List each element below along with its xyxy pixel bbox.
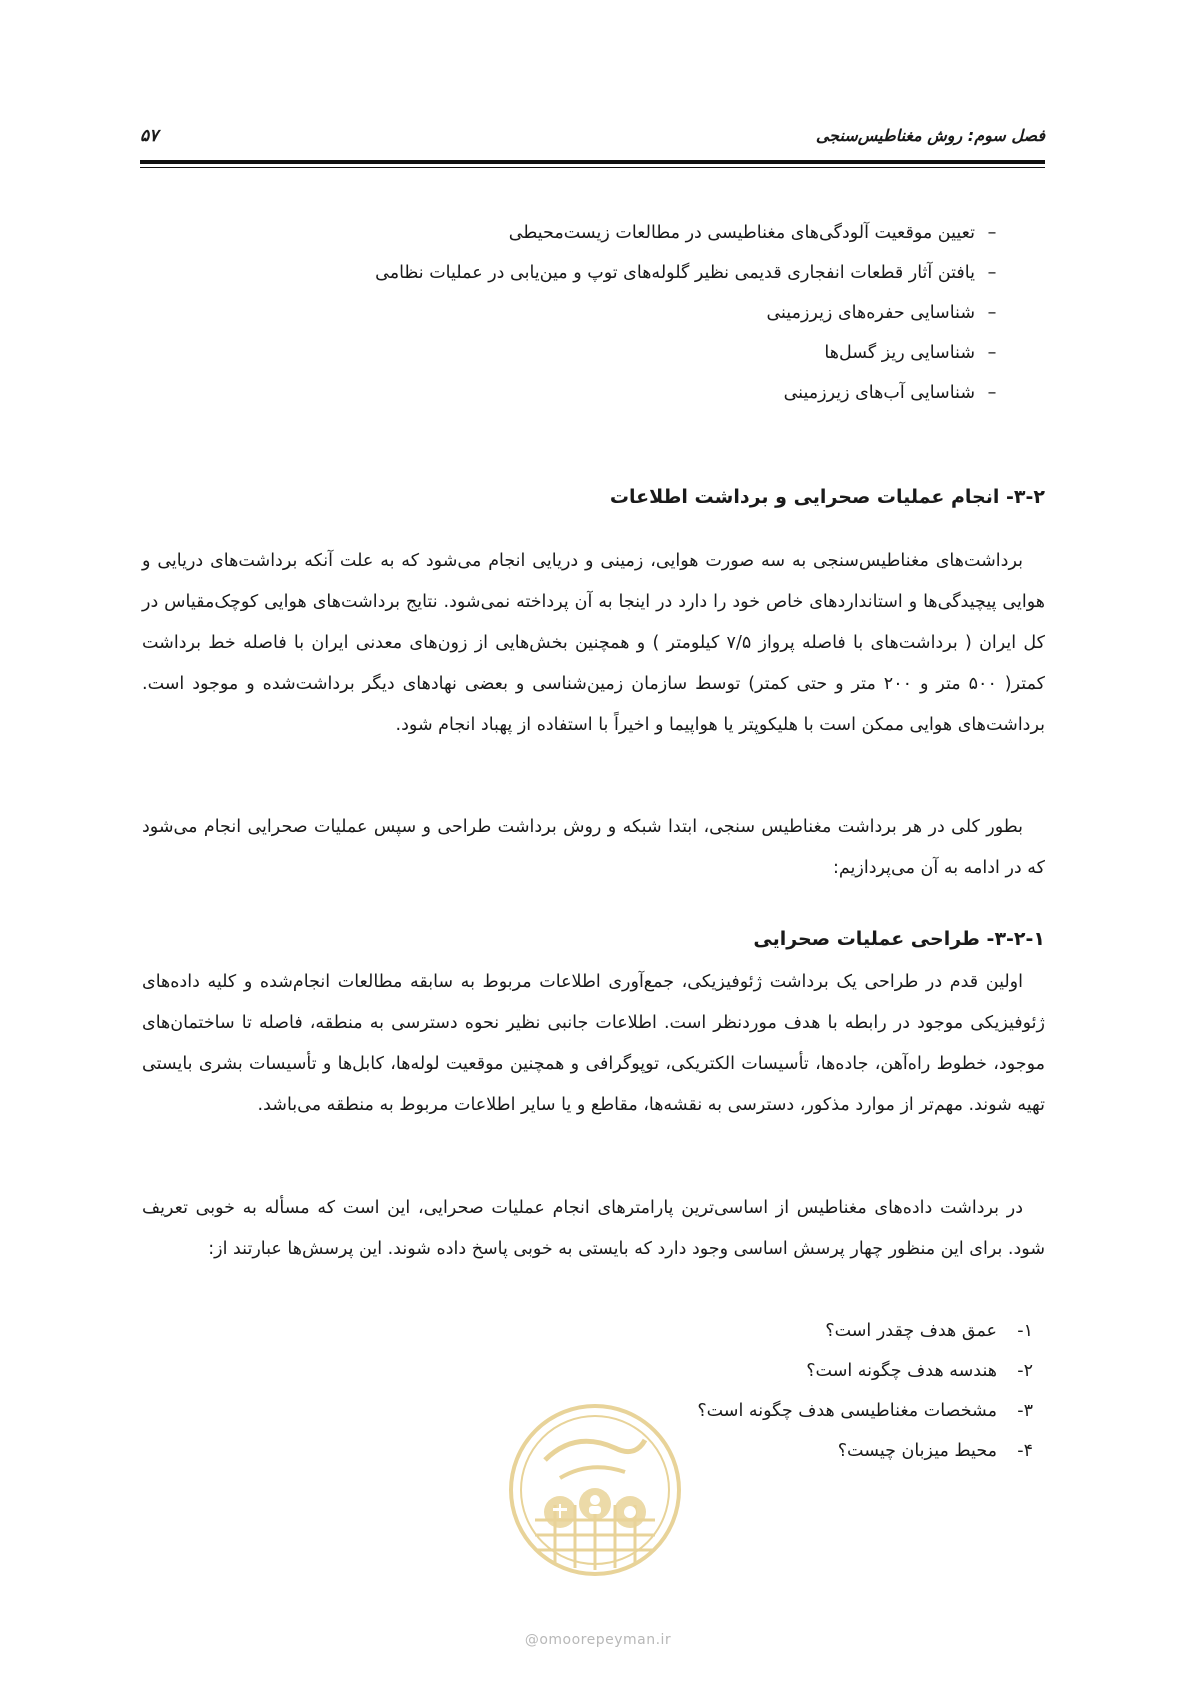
question-number: ۳- bbox=[1017, 1401, 1033, 1421]
section-paragraph: برداشت‌های مغناطیس‌سنجی به سه صورت هوایی، زمینی و دریایی انجام می‌شود که به علت آنکه برداشت‌های دریایی و هوایی پیچیدگی‌ها و استانداردهای خاص خود را دارد در اینجا به آن پرداخته نمی‌شود. نتایج برداشت‌های هوایی کوچک‌مقیاس در کل ایران ( برداشت‌های با فاصله پرواز ۷/۵ کیلومتر ) و همچنین بخش‌هایی از زون‌های معدنی ایران با فاصله خط برداشت کمتر( ۵۰۰ متر و ۲۰۰ متر و حتی کمتر) توسط سازمان زمین‌شناسی و بعضی نهادهای دیگر برداشت‌شده و موجود است. برداشت‌های هوایی ممکن است با هلیکوپتر یا هواپیما و اخیراً با استفاده از پهباد انجام شود. bbox=[142, 551, 1046, 735]
watermark-logo-icon bbox=[505, 1400, 685, 1580]
running-header bbox=[140, 126, 1045, 156]
question-text: محیط میزبان چیست؟ bbox=[837, 1441, 997, 1461]
watermark-site-text: @omoorepeyman.ir bbox=[524, 1632, 672, 1648]
dash-marker: – bbox=[987, 303, 997, 323]
section-paragraph: بطور کلی در هر برداشت مغناطیس سنجی، ابتدا شبکه و روش برداشت طراحی و سپس عملیات صحرایی انجام می‌شود که در ادامه به آن می‌پردازیم: bbox=[142, 817, 1045, 878]
dash-marker: – bbox=[987, 263, 997, 283]
dash-marker: – bbox=[987, 343, 997, 363]
list-item bbox=[249, 258, 1009, 298]
question-text: هندسه هدف چگونه است؟ bbox=[806, 1361, 997, 1381]
subsection-heading: ۳-۲-۱- طراحی عملیات صحرایی bbox=[753, 928, 1045, 950]
list-item-text: یافتن آثار قطعات انفجاری قدیمی نظیر گلوله‌های توپ و مین‌یابی در عملیات نظامی bbox=[375, 263, 975, 283]
list-item-text: شناسایی آب‌های زیرزمینی bbox=[783, 383, 975, 403]
subsection-paragraph: در برداشت داده‌های مغناطیس از اساسی‌ترین پارامترهای انجام عملیات صحرایی، این است که مسأله به خوبی تعریف شود. برای این منظور چهار پرسش اساسی وجود دارد که بایستی به خوبی پاسخ داده شوند. این پرسش‌ها عبارتند از: bbox=[142, 1198, 1045, 1259]
dash-marker: – bbox=[987, 223, 997, 243]
subsection-paragraph: اولین قدم در طراحی یک برداشت ژئوفیزیکی، جمع‌آوری اطلاعات مربوط به سابقه مطالعات انجام‌شده و کلیه داده‌های ژئوفیزیکی موجود در رابطه با هدف موردنظر است. اطلاعات جانبی نظیر نحوه دسترسی به منطقه، فاصله تا ساختمان‌های موجود، خطوط راه‌آهن، جاده‌ها، تأسیسات الکتریکی، توپوگرافی و همچنین موقعیت لوله‌ها، کابل‌ها و تأسیسات بشری بایستی تهیه شوند. مهم‌تر از موارد مذکور، دسترسی به نقشه‌ها، مقاطع و یا سایر اطلاعات مربوط به منطقه می‌باشد. bbox=[142, 972, 1045, 1115]
question-item bbox=[533, 1316, 1033, 1356]
question-number: ۴- bbox=[1017, 1441, 1033, 1461]
question-number: ۱- bbox=[1017, 1321, 1033, 1341]
header-rule-thick bbox=[140, 160, 1045, 164]
question-item bbox=[533, 1356, 1033, 1396]
list-item-text: شناسایی حفره‌های زیرزمینی bbox=[766, 303, 975, 323]
dash-marker: – bbox=[987, 383, 997, 403]
question-text: عمق هدف چقدر است؟ bbox=[825, 1321, 997, 1341]
list-item-text: شناسایی ریز گسل‌ها bbox=[824, 343, 975, 363]
header-rule-thin bbox=[140, 167, 1045, 168]
list-item bbox=[249, 338, 1009, 378]
page-number: ۵۷ bbox=[140, 126, 159, 146]
application-list bbox=[249, 218, 1009, 418]
chapter-title: فصل سوم: روش مغناطیس‌سنجی bbox=[815, 126, 1045, 145]
question-text: مشخصات مغناطیسی هدف چگونه است؟ bbox=[697, 1401, 997, 1421]
list-item bbox=[249, 378, 1009, 418]
section-heading: ۳-۲- انجام عملیات صحرایی و برداشت اطلاعات bbox=[609, 486, 1045, 508]
list-item bbox=[249, 298, 1009, 338]
list-item bbox=[249, 218, 1009, 258]
list-item-text: تعیین موقعیت آلودگی‌های مغناطیسی در مطالعات زیست‌محیطی bbox=[508, 223, 975, 243]
question-number: ۲- bbox=[1017, 1361, 1033, 1381]
